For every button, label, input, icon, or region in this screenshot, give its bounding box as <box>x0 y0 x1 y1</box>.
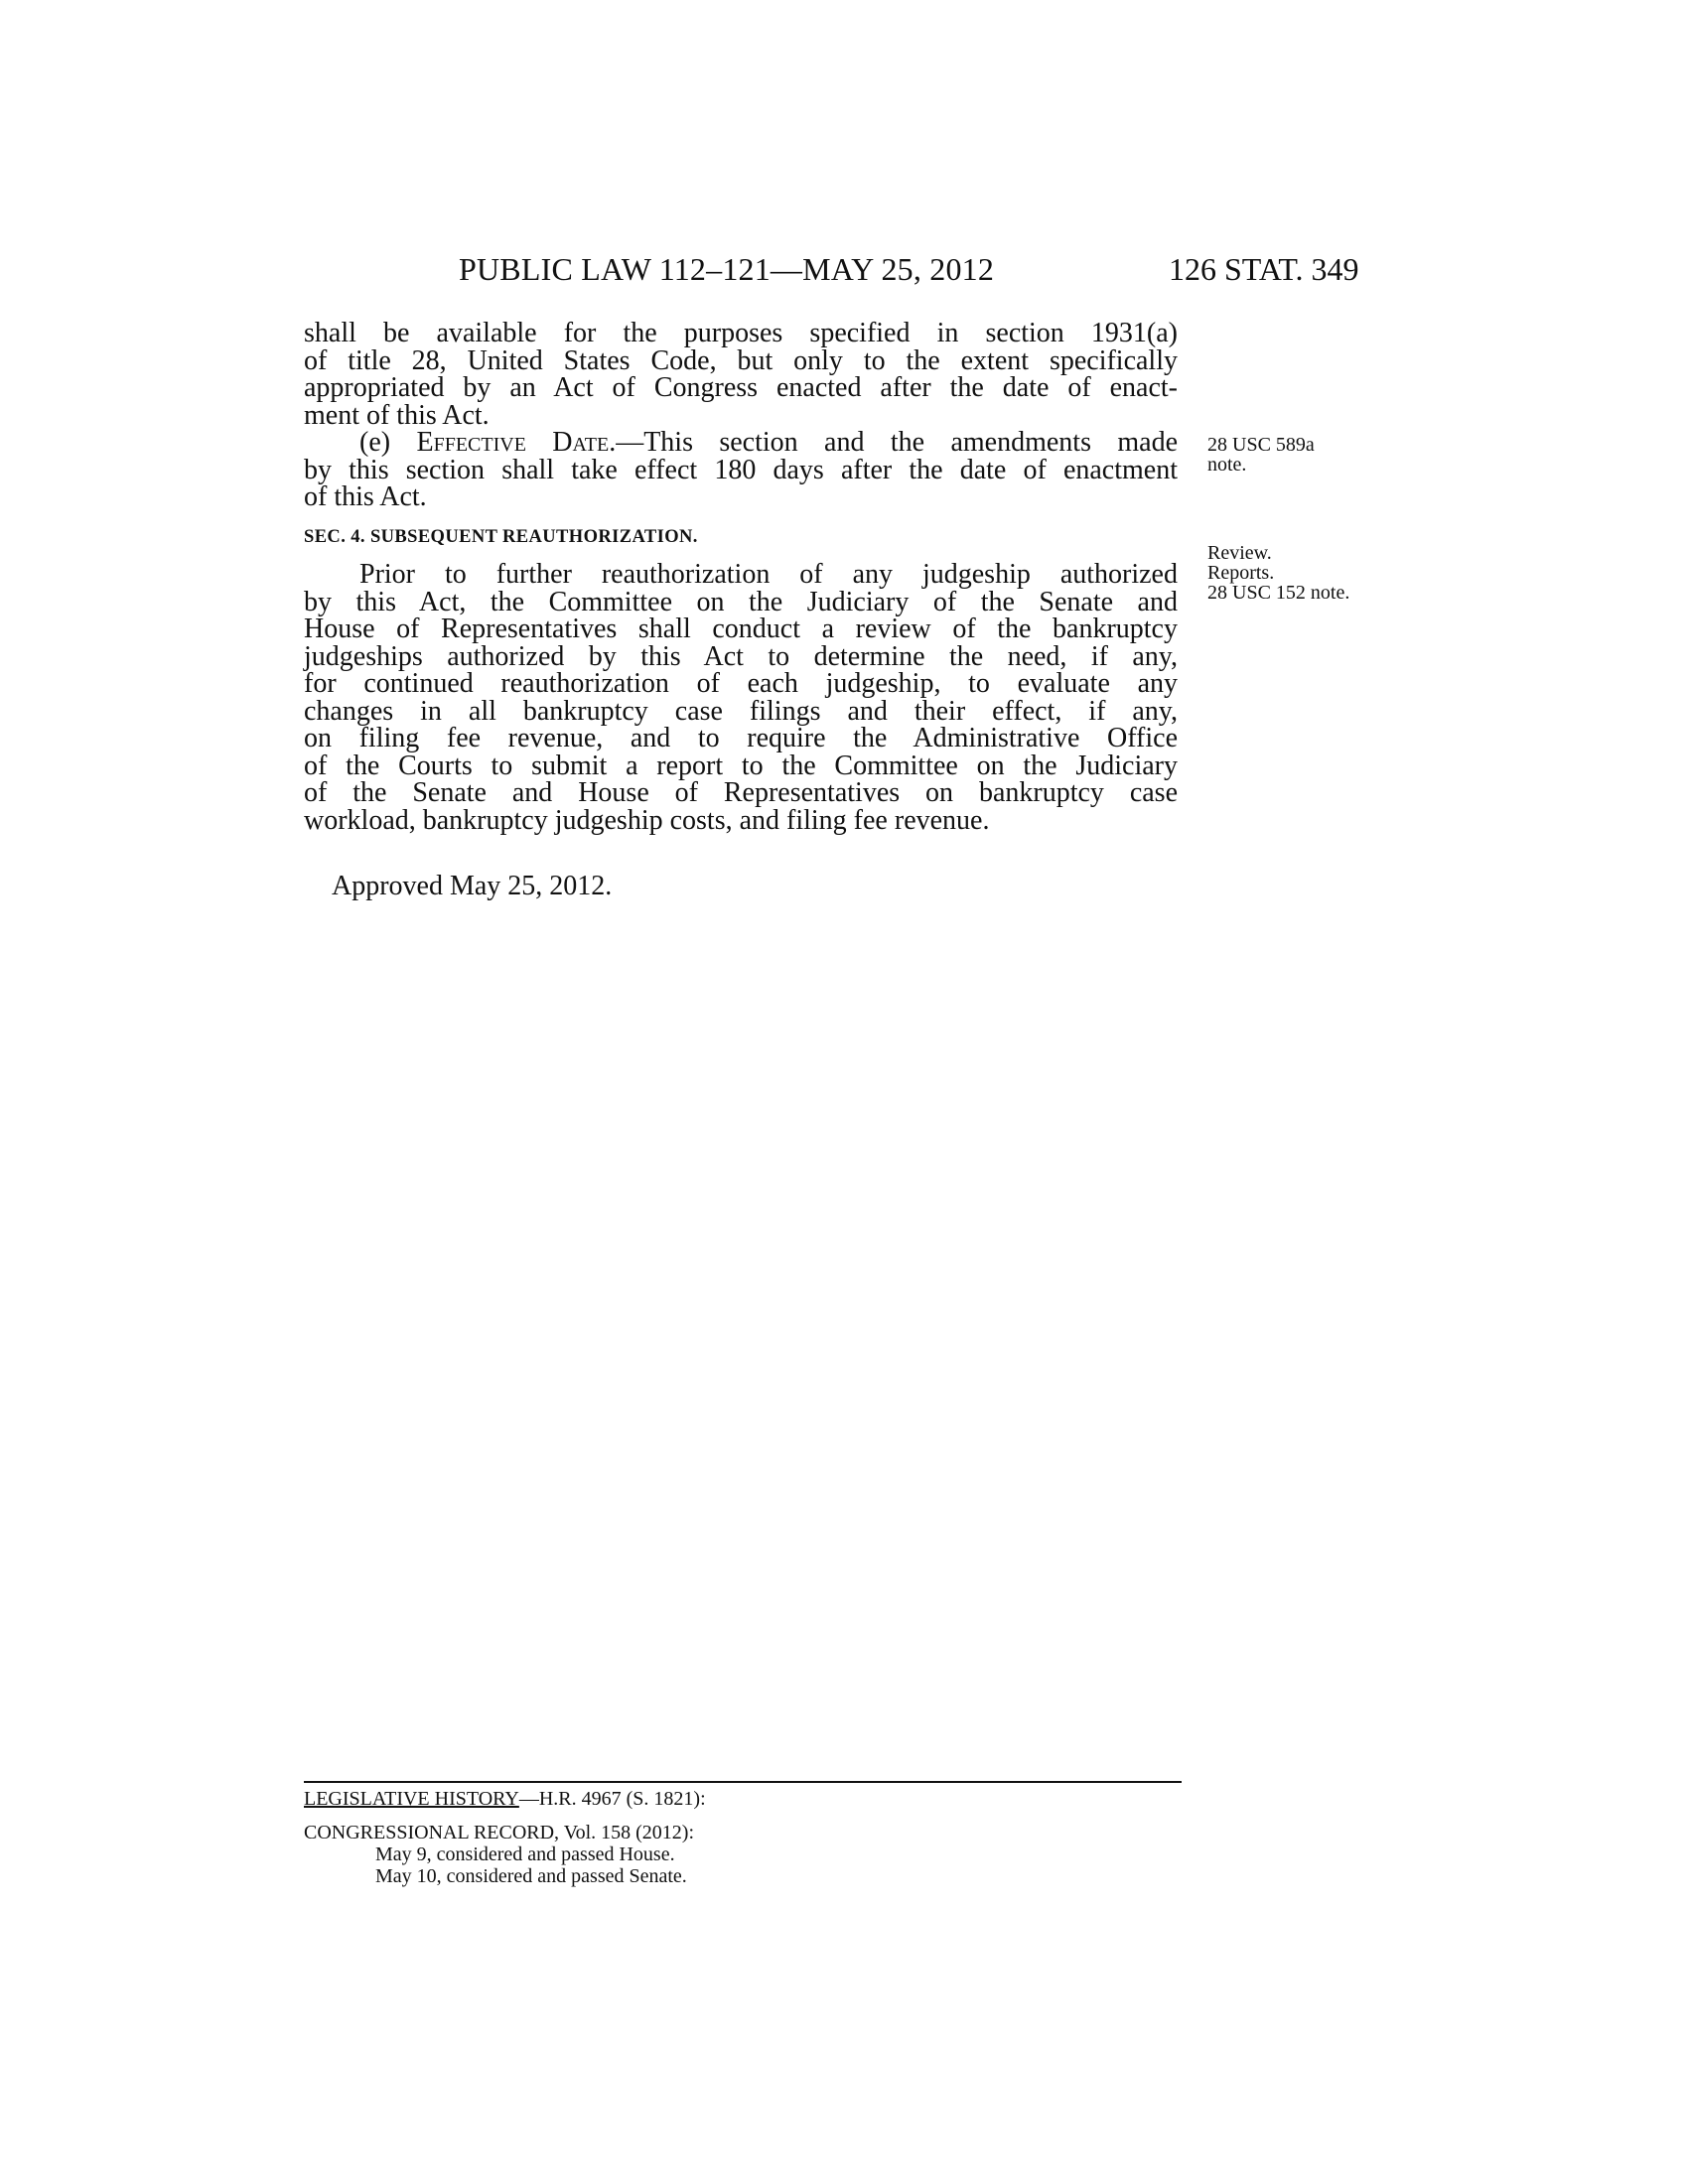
legislative-history <box>304 1788 706 1810</box>
text-line: on filing fee revenue, and to require the Administrative Office <box>304 723 1178 753</box>
record-entry: May 9, considered and passed House. <box>375 1843 675 1865</box>
margin-note-line: Reports. <box>1207 562 1275 584</box>
text-line: by this Act, the Committee on the Judiciary of the Senate and <box>304 586 1178 617</box>
page-stat-number: 126 STAT. 349 <box>1169 251 1359 287</box>
text-line: Prior to further reauthorization of any judgeship authorized <box>359 559 1178 590</box>
text-line: changes in all bankruptcy case filings and their effect, if any, <box>304 695 1178 727</box>
text-line: ment of this Act. <box>304 399 490 431</box>
legislative-history-heading: LEGISLATIVE HISTORY <box>304 1788 519 1810</box>
paragraph-effective-date <box>304 429 1178 511</box>
congressional-record-title: CONGRESSIONAL RECORD, Vol. 158 (2012): <box>304 1822 694 1843</box>
text-line <box>304 429 1178 457</box>
text-line: House of Representatives shall conduct a review of the bankruptcy <box>304 614 1178 644</box>
margin-note-usc-589a <box>1207 435 1315 475</box>
paragraph-reauthorization <box>304 561 1178 834</box>
margin-note-line: note. <box>1207 454 1247 476</box>
section-heading: SEC. 4. SUBSEQUENT REAUTHORIZATION. <box>304 527 698 547</box>
text-line: of this Act. <box>304 481 427 512</box>
text-line: judgeships authorized by this Act to determine the need, if any, <box>304 640 1178 672</box>
text-line: by this section shall take effect 180 days after the date of enactment <box>304 454 1178 485</box>
caption-dash: .— <box>609 427 644 458</box>
text-line: of the Courts to submit a report to the Committee on the Judiciary <box>304 750 1178 781</box>
text-line: of title 28, United States Code, but only to the extent specifically <box>304 344 1178 376</box>
margin-note-usc-152 <box>1207 543 1349 603</box>
record-entry: May 10, considered and passed Senate. <box>375 1865 687 1887</box>
text-line: appropriated by an Act of Congress enacted after the date of enact- <box>304 372 1178 403</box>
text-line: shall be available for the purposes specified in section 1931(a) <box>304 318 1178 348</box>
text-run: This section and the amendments made <box>643 427 1178 458</box>
running-head-title: PUBLIC LAW 112–121—MAY 25, 2012 <box>459 251 995 287</box>
text-line: workload, bankruptcy judgeship costs, and filing fee revenue. <box>304 804 990 836</box>
congressional-record <box>304 1822 694 1887</box>
subsection-caption: Effective Date <box>416 427 610 458</box>
text-line: for continued reauthorization of each judgeship, to evaluate any <box>304 668 1178 699</box>
bill-reference: —H.R. 4967 (S. 1821): <box>518 1788 706 1810</box>
approval-date: Approved May 25, 2012. <box>332 871 613 901</box>
subsection-label: (e) <box>359 427 417 458</box>
text-line: of the Senate and House of Representatives on bankruptcy case <box>304 777 1178 808</box>
footnote-divider <box>304 1781 1182 1783</box>
margin-note-line: Review. <box>1207 542 1272 564</box>
paragraph-appropriations <box>304 320 1178 429</box>
margin-note-line: 28 USC 589a <box>1207 434 1315 456</box>
margin-note-line: 28 USC 152 note. <box>1207 582 1350 604</box>
